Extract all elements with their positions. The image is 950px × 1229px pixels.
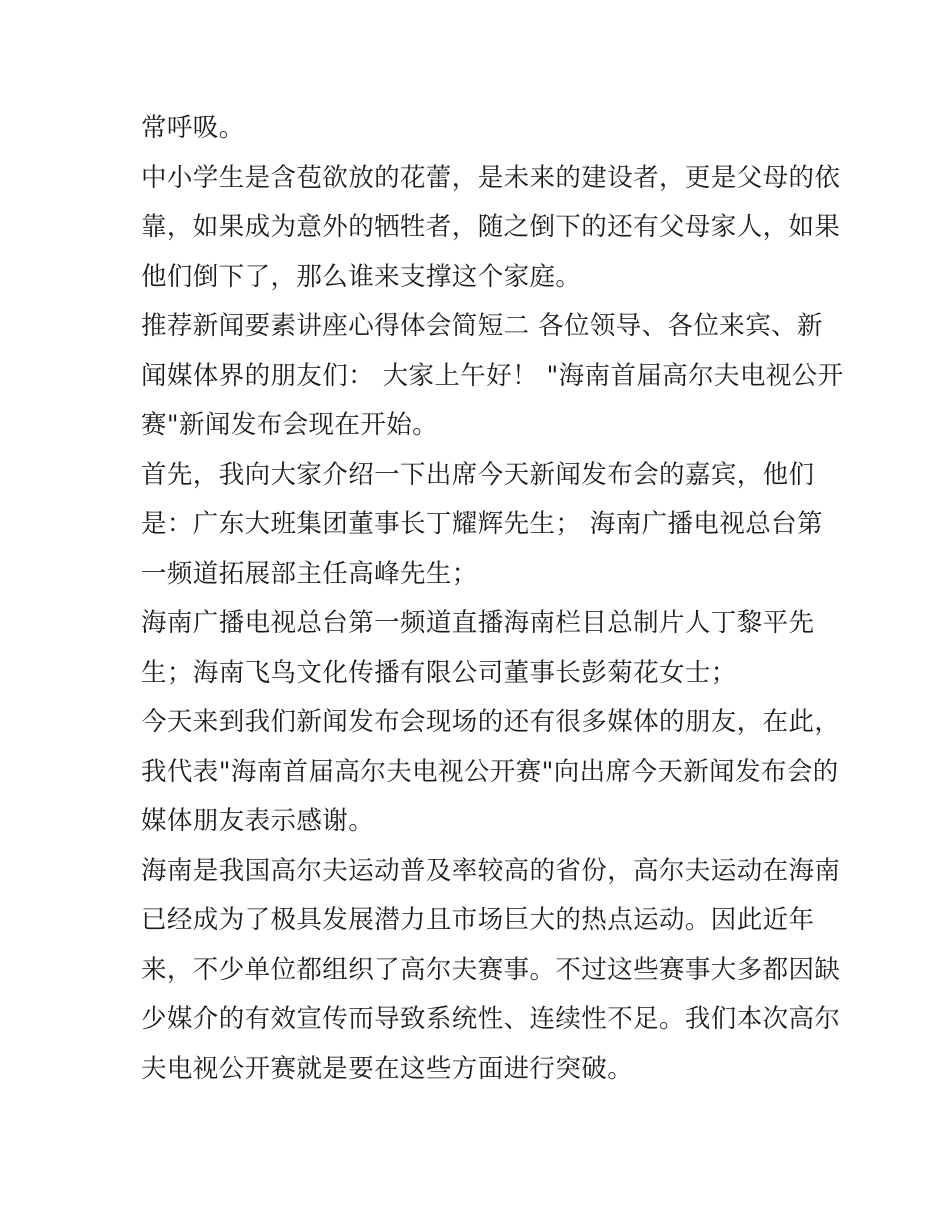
text-line: 媒体朋友表示感谢。 xyxy=(141,806,375,836)
text-line: 赛"新闻发布会现在开始。 xyxy=(141,410,439,440)
text-line: 靠，如果成为意外的牺牲者，随之倒下的还有父母家人，如果 xyxy=(141,212,841,242)
text-line: 中小学生是含苞欲放的花蕾，是未来的建设者，更是父母的依 xyxy=(141,162,841,193)
text-line: 我代表"海南首届高尔夫电视公开赛"向出席今天新闻发布会的 xyxy=(141,756,839,787)
text-line: 常呼吸。 xyxy=(141,113,245,143)
text-line: 生；海南飞鸟文化传播有限公司董事长彭菊花女士； xyxy=(141,657,737,688)
text-line: 推荐新闻要素讲座心得体会简短二 各位领导、各位来宾、新 xyxy=(141,311,823,341)
text-line: 今天来到我们新闻发布会现场的还有很多媒体的朋友，在此， xyxy=(141,707,841,737)
text-line: 一频道拓展部主任高峰先生； xyxy=(141,558,478,589)
text-line: 首先，我向大家介绍一下出席今天新闻发布会的嘉宾，他们 xyxy=(141,459,815,490)
text-line: 闻媒体界的朋友们： 大家上午好！ "海南首届高尔夫电视公开 xyxy=(141,360,844,391)
text-line: 他们倒下了，那么谁来支撑这个家庭。 xyxy=(141,261,582,292)
text-line: 海南广播电视总台第一频道直播海南栏目总制片人丁黎平先 xyxy=(141,608,815,638)
text-line: 海南是我国高尔夫运动普及率较高的省份，高尔夫运动在海南 xyxy=(141,855,841,886)
text-line: 来，不少单位都组织了高尔夫赛事。不过这些赛事大多都因缺 xyxy=(141,954,841,985)
body-text xyxy=(141,104,844,1094)
text-line: 夫电视公开赛就是要在这些方面进行突破。 xyxy=(141,1053,634,1084)
text-line: 已经成为了极具发展潜力且市场巨大的热点运动。因此近年 xyxy=(141,905,815,935)
text-line: 是：广东大班集团董事长丁耀辉先生； 海南广播电视总台第 xyxy=(141,509,823,539)
text-line: 少媒介的有效宣传而导致系统性、连续性不足。我们本次高尔 xyxy=(141,1004,841,1034)
